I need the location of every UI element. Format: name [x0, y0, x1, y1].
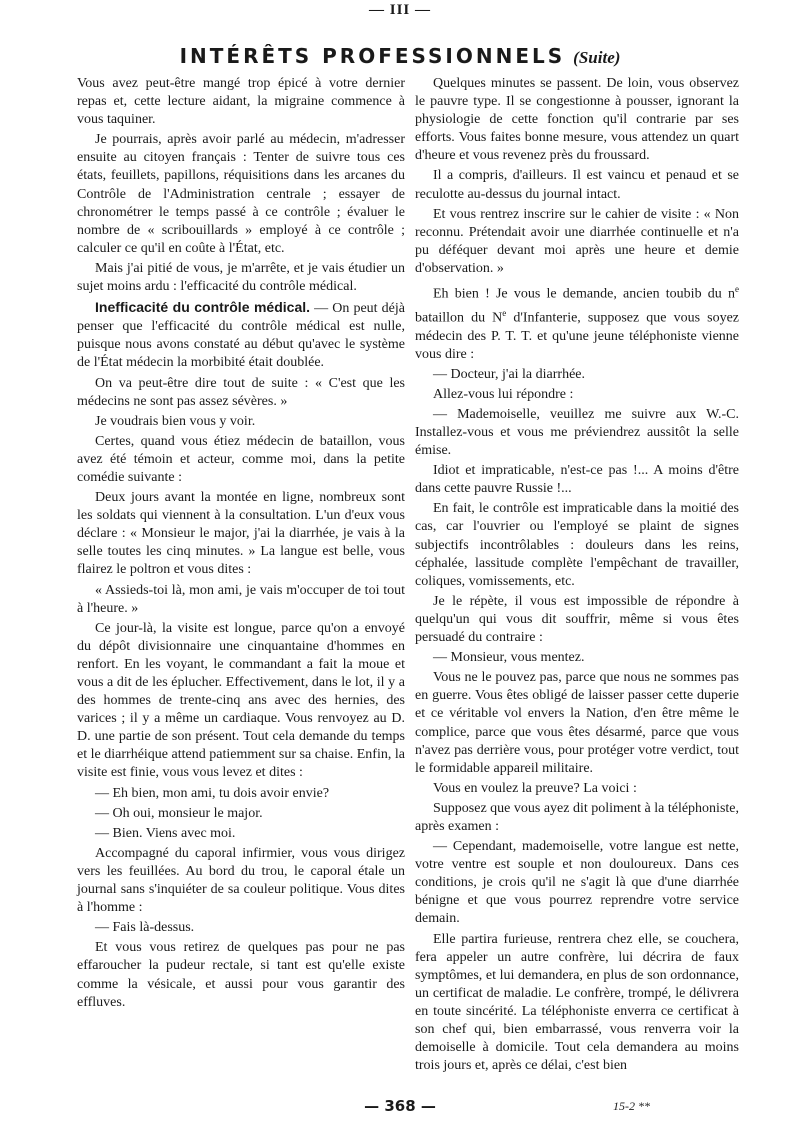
right-column: [415, 75, 739, 1077]
paragraph: [77, 260, 405, 296]
paragraph: [415, 462, 739, 498]
paragraph: [415, 593, 739, 647]
paragraph-text: — Fais là-dessus.: [95, 920, 195, 936]
running-page-number: — III —: [368, 2, 431, 18]
paragraph: [415, 386, 739, 404]
paragraph: [415, 800, 739, 836]
paragraph: [77, 298, 405, 372]
section-title-suffix: (Suite): [573, 48, 621, 67]
paragraph-text: d'Infanterie, supposez que vous soyez médecin des P. T. T. et qu'une jeune téléphoniste vienne vous dire :: [415, 310, 739, 362]
paragraph: [415, 206, 739, 278]
paragraph: [415, 931, 739, 1076]
paragraph-text: Vous avez peut-être mangé trop épicé à votre dernier repas et, cette lecture aidant, la migraine commence à vous taquiner.: [77, 76, 405, 128]
paragraph-text: Deux jours avant la montée en ligne, nombreux sont les soldats qui viennent à la consultation. L'un d'eux vous déclare : « Monsieur le major, j'ai la diarrhée, je vais à la selle toutes les cinq minutes. » La langue est belle, vous flairez le poltron et vous dites :: [77, 490, 405, 578]
paragraph-text: Je le répète, il vous est impossible de répondre à quelqu'un qui vous dit souffrir, même si vous êtes persuadé du contraire :: [415, 593, 739, 646]
paragraph-text: — Docteur, j'ai la diarrhée.: [433, 366, 586, 382]
paragraph: [77, 620, 405, 783]
superscript: e: [735, 284, 739, 295]
paragraph-text: — Cependant, mademoiselle, votre langue est nette, votre ventre est souple et non douloureux. Dans ces conditions, je crois qu'il ne s'agit là que d'une diarrhée bénigne et que vous pourrez reprendre votre service demain.: [415, 839, 739, 927]
paragraph-text: Il a compris, d'ailleurs. Il est vaincu et penaud et se reculotte au-dessus du journal intact.: [415, 168, 739, 202]
paragraph-text: En fait, le contrôle est impraticable dans la moitié des cas, car l'ouvrier ou l'employé se plaint de signes subjectifs incontrôlables : douleurs dans les reins, céphalée, lassitude complète l'empêchant de travailler, coliques, vomissements, etc.: [415, 501, 739, 589]
printer-signature: 15-2 **: [613, 1099, 650, 1113]
paragraph-text: Eh bien ! Je vous le demande, ancien toubib du n: [433, 286, 735, 302]
paragraph-text: « Assieds-toi là, mon ami, je vais m'occuper de toi tout à l'heure. »: [77, 582, 405, 616]
paragraph-text: — Bien. Viens avec moi.: [95, 825, 236, 841]
paragraph: [77, 413, 405, 431]
paragraph-text: — Mademoiselle, veuillez me suivre aux W.-C. Installez-vous et vous me préviendrez aussitôt la selle émise.: [415, 406, 739, 459]
paragraph-text: Accompagné du caporal infirmier, vous vous dirigez vers les feuillées. Au bord du trou, le caporal étale un journal sans s'inquiéter de sa couleur politique. Vous dites à l'homme :: [77, 845, 405, 916]
paragraph: [77, 825, 405, 843]
paragraph-text: — On peut déjà penser que l'efficacité du contrôle médical est nulle, puisque nous avons constaté au début qu'avec le système de l'État médecin la morbibité était doublée.: [77, 301, 406, 371]
paragraph: [77, 919, 405, 937]
paragraph-text: Et vous rentrez inscrire sur le cahier de visite : « Non reconnu. Prétendait avoir une diarrhée continuelle et n'a pu déféquer devant moi après une heure et demie d'observation. »: [415, 206, 739, 276]
section-title: [0, 44, 800, 68]
paragraph-text: Vous en voulez la preuve? La voici :: [433, 780, 637, 796]
paragraph-text: bataillon du N: [415, 310, 503, 326]
paragraph: [415, 75, 739, 165]
paragraph-text: — Monsieur, vous mentez.: [433, 650, 585, 666]
paragraph: [77, 131, 405, 258]
paragraph-text: Allez-vous lui répondre :: [433, 386, 574, 402]
paragraph: [77, 785, 405, 803]
paragraph: [415, 649, 739, 667]
paragraph: [415, 280, 739, 364]
paragraph: [77, 939, 405, 1011]
paragraph-text: Supposez que vous ayez dit poliment à la téléphoniste, après examen :: [415, 800, 739, 834]
paragraph: [77, 375, 405, 411]
paragraph: [415, 366, 739, 384]
paragraph-text: Elle partira furieuse, rentrera chez elle, se couchera, fera appeler un autre confrère, lui décrira de faux symptômes, et lui demandera, en plus de son ordonnance, un certificat de maladie. Le confrère, trompé, le délivrera en toute sincérité. La téléphoniste enverra ce certificat à son chef qui, bien embarrassé, vous renverra voir la demoiselle à domicile. Tout cela demandera au moins trois jours et, après ce délai, c'est bien: [415, 931, 739, 1074]
paragraph-text: Je voudrais bien vous y voir.: [95, 413, 256, 429]
paragraph: [415, 838, 739, 928]
paragraph-text: Quelques minutes se passent. De loin, vous observez le pauvre type. Il se congestionne à pousser, ignorant la physiologie de cette fonction qu'il contrarie par ses efforts. Vous faites bonne mesure, vous attendez un quart d'heure et vous revenez près du froussard.: [415, 76, 739, 164]
paragraph-lead: Inefficacité du contrôle médical.: [95, 299, 311, 316]
paragraph: [77, 845, 405, 917]
paragraph: [77, 433, 405, 487]
paragraph: [415, 780, 739, 798]
left-column: [77, 75, 405, 1014]
paragraph: [77, 582, 405, 618]
paragraph: [415, 167, 739, 203]
paragraph: [77, 805, 405, 823]
paragraph-text: — Eh bien, mon ami, tu dois avoir envie?: [95, 785, 330, 801]
paragraph-text: Et vous vous retirez de quelques pas pour ne pas effaroucher la pudeur rectale, si tant est qu'elle existe comme la vésicale, et aussi pour vous garantir des effluves.: [77, 940, 405, 1010]
paragraph: [415, 406, 739, 460]
paragraph-text: Mais j'ai pitié de vous, je m'arrête, et je vais étudier un sujet moins ardu : l'efficacité du contrôle médical.: [77, 260, 405, 295]
paragraph-text: Vous ne le pouvez pas, parce que nous ne sommes pas en guerre. Vous êtes obligé de laisser passer cette duperie et ce véritable vol envers la Nation, d'en être même le complice, parce que vous êtes désarmé, parce que vous n'avez pas derrière vous, pour protéger votre verdict, tout le formidable appareil militaire.: [415, 670, 739, 776]
superscript: e: [502, 307, 507, 318]
paragraph-text: On va peut-être dire tout de suite : « C'est que les médecins ne sont pas assez sévères. »: [77, 375, 405, 409]
paragraph-text: Idiot et impraticable, n'est-ce pas !... A moins d'être dans cette pauvre Russie !...: [415, 463, 739, 497]
paragraph-text: Ce jour-là, la visite est longue, parce qu'on a envoyé du dépôt divisionnaire une cinquantaine d'hommes en renfort. En les voyant, le commandant a fait la moue et vous a dit de les éplucher. Effectivement, dans le lot, il y a des hommes de trente-cinq ans avec des hernies, des varices ; il y a même un cardiaque. Vous renvoyez au D. D. une partie de son présent. Tout cela demande du temps et le diarrhéique attend patiemment sur sa chaise. Enfin, la visite est finie, vous vous levez et dites :: [77, 620, 405, 781]
page-number: — 368 —: [364, 1097, 436, 1115]
paragraph: [415, 500, 739, 590]
paragraph-text: — Oh oui, monsieur le major.: [95, 805, 263, 821]
paragraph: [415, 669, 739, 778]
paragraph-text: Je pourrais, après avoir parlé au médecin, m'adresser ensuite au citoyen français : Tenter de suivre tous ces états, feuillets, papillons, réquisitions dans les arcanes du Contrôle de l'Administration centrale ; essayer de chronométrer le temps passé à ce contrôle ; évaluer le nombre de « scribouillards » employé à ce contrôle ; calculer ce qu'il en coûte à l'État, etc.: [77, 132, 405, 256]
paragraph: [77, 75, 405, 129]
section-title-text: INTÉRÊTS PROFESSIONNELS: [179, 44, 566, 68]
paragraph-text: Certes, quand vous étiez médecin de bataillon, vous avez été témoin et acteur, comme moi, dans la petite comédie suivante :: [77, 433, 405, 485]
paragraph: [77, 489, 405, 579]
